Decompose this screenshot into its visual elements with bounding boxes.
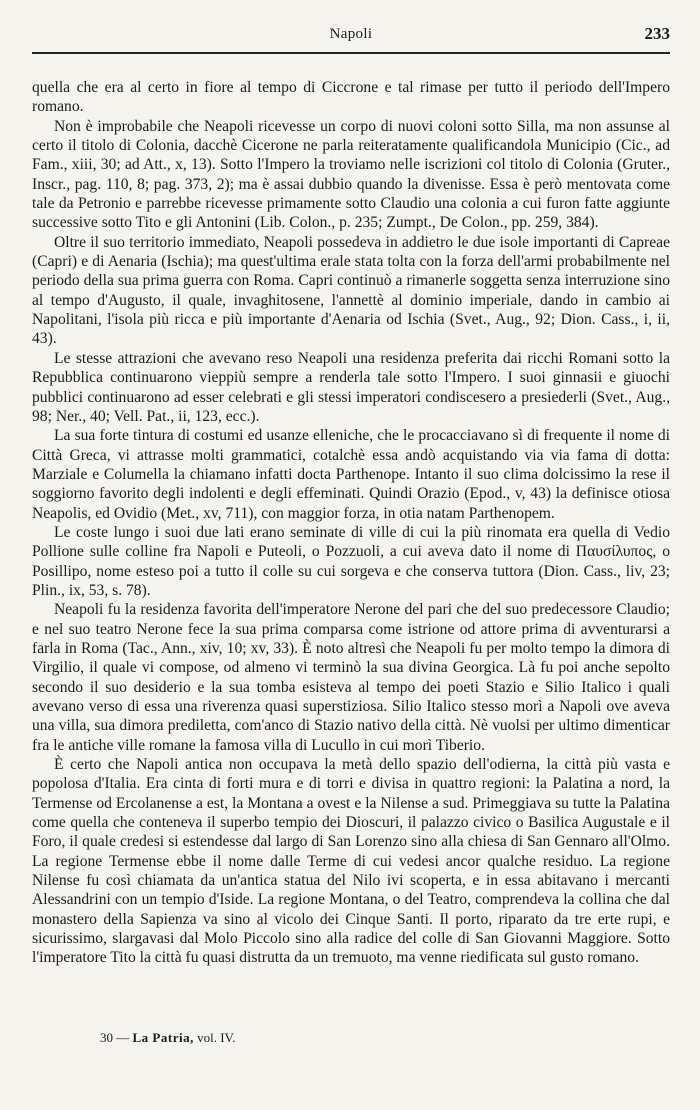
running-title: Napoli — [329, 26, 373, 42]
signature-mark — [100, 1030, 235, 1046]
body-text — [32, 78, 670, 968]
page-number: 233 — [644, 24, 670, 43]
paragraph: quella che era al certo in fiore al tempo di Ciccrone e tal rimase per tutto il periodo dell'Impero romano. — [32, 79, 670, 116]
signature-volume: vol. IV. — [197, 1030, 236, 1045]
paragraph: Neapoli fu la residenza favorita dell'imperatore Nerone del pari che del suo predecessore Claudio; e nel suo teatro Nerone fece la sua prima comparsa come istrione od attore prima di avventurarsi a farla in Roma (Tac., Ann., xiv, 10; xv, 33). È noto altresì che Neapoli fu per molto tempo la dimora di Virgilio, il quale vi compose, od almeno vi terminò la sua divina Georgica. Là fu poi anche sepolto secondo il suo desiderio e la sua tomba esisteva al tempo dei poeti Stazio e Silio Italico i quali avevano verso di essa una riverenza quasi superstiziosa. Silio Italico stesso morì a Napoli ove aveva una villa, sua dimora prediletta, com'anco di Stazio nativo della città. Nè vuolsi per ultimo dimenticar fra le antiche ville romane la famosa villa di Lucullo in cui morì Tiberio. — [32, 601, 670, 754]
signature-number: 30 — — [100, 1030, 130, 1045]
paragraph: È certo che Napoli antica non occupava la metà dello spazio dell'odierna, la città più vasta e popolosa d'Italia. Era cinta di forti mura e di torri e divisa in quattro regioni: la Palatina a nord, la Termense od Ercolanense a est, la Montana a ovest e la Nilense a sud. Primeggiava su tutte la Palatina come quella che conteneva il superbo tempio dei Dioscuri, il palazzo civico o Basilica Augustale e il Foro, il quale credesi si estendesse dal largo di San Lorenzo sino alla chiesa di San Gennaro all'Olmo. La regione Termense ebbe il nome dalle Terme di cui vedesi ancor qualche residuo. La regione Nilense fu così chiamata da un'antica statua del Nilo ivi scoperta, e in essa abitavano i mercanti Alessandrini con un tempio d'Iside. La regione Montana, o del Teatro, comprendeva la collina che dal monastero della Sapienza va sino al vicolo dei Cinque Santi. Il porto, riparato da tre erte rupi, e sicurissimo, slargavasi dal Molo Piccolo sino alla radice del colle di San Giovanni Maggiore. Sotto l'imperatore Tito la città fu quasi distrutta da un tremuoto, ma venne riedificata sul gusto romano. — [32, 756, 670, 967]
paragraph: Le coste lungo i suoi due lati erano seminate di ville di cui la più rinomata era quella di Vedio Pollione sulle colline fra Napoli e Puteoli, o Pozzuoli, a cui aveva dato il nome di Παυσίλυπος, o Posillipo, nome esteso poi a tutto il colle su cui sorgeva e che conserva tuttora (Dion. Cass., liv, 23; Plin., ix, 53, s. 78). — [32, 523, 670, 599]
page-header — [32, 22, 670, 52]
header-rule — [32, 52, 670, 54]
signature-title: La Patria, — [132, 1030, 194, 1045]
paragraph: Oltre il suo territorio immediato, Neapoli possedeva in addietro le due isole importanti di Capreae (Capri) e di Aenaria (Ischia); ma quest'ultima erale stata tolta con la forza dell'armi probabilmente nel periodo della sua prima guerra con Roma. Capri continuò a rimanerle soggetta senza interruzione sino al tempo d'Augusto, il quale, invaghitosene, l'annettè al dominio imperiale, dando in cambio ai Napolitani, l'isola più ricca e più importante d'Aenaria od Ischia (Svet., Aug., 92; Dion. Cass., i, ii, 43). — [32, 233, 670, 348]
paragraph: Non è improbabile che Neapoli ricevesse un corpo di nuovi coloni sotto Silla, ma non assunse al certo il titolo di Colonia, dacchè Cicerone ne parla reiteratamente qualificandola Municipio (Cic., ad Fam., xiii, 30; ad Att., x, 13). Sotto l'Impero la troviamo nelle iscrizioni col titolo di Colonia (Gruter., Inscr., pag. 110, 8; pag. 373, 2); ma è assai dubbio quando la divenisse. Essa è però mentovata come tale da Petronio e parrebbe ricevesse primamente sotto Claudio una colonia a cui furon fatte aggiunte successive sotto Tito e gli Antonini (Lib. Colon., p. 235; Zumpt., De Colon., pp. 259, 384). — [32, 117, 670, 232]
paragraph: Le stesse attrazioni che avevano reso Neapoli una residenza preferita dai ricchi Romani sotto la Repubblica continuarono vieppiù sempre a renderla tale sotto l'Impero. I suoi ginnasii e giuochi pubblici continuarono ad esser celebrati e gli stessi imperatori condiscesero a presiederli (Svet., Aug., 98; Ner., 40; Vell. Pat., ii, 123, ecc.). — [32, 349, 670, 425]
paragraph: La sua forte tintura di costumi ed usanze elleniche, che le procacciavano sì di frequente il nome di Città Greca, vi attrasse molti grammatici, cotalchè essa andò acquistando via via fama di dotta: Marziale e Columella la chiamano infatti docta Parthenope. Intanto il suo clima dolcissimo la rese il soggiorno favorito degli indolenti e degli effeminati. Quindi Orazio (Epod., v, 43) la definisce otiosa Neapolis, ed Ovidio (Met., xv, 711), con maggior forza, in otia natam Parthenopem. — [32, 427, 670, 522]
